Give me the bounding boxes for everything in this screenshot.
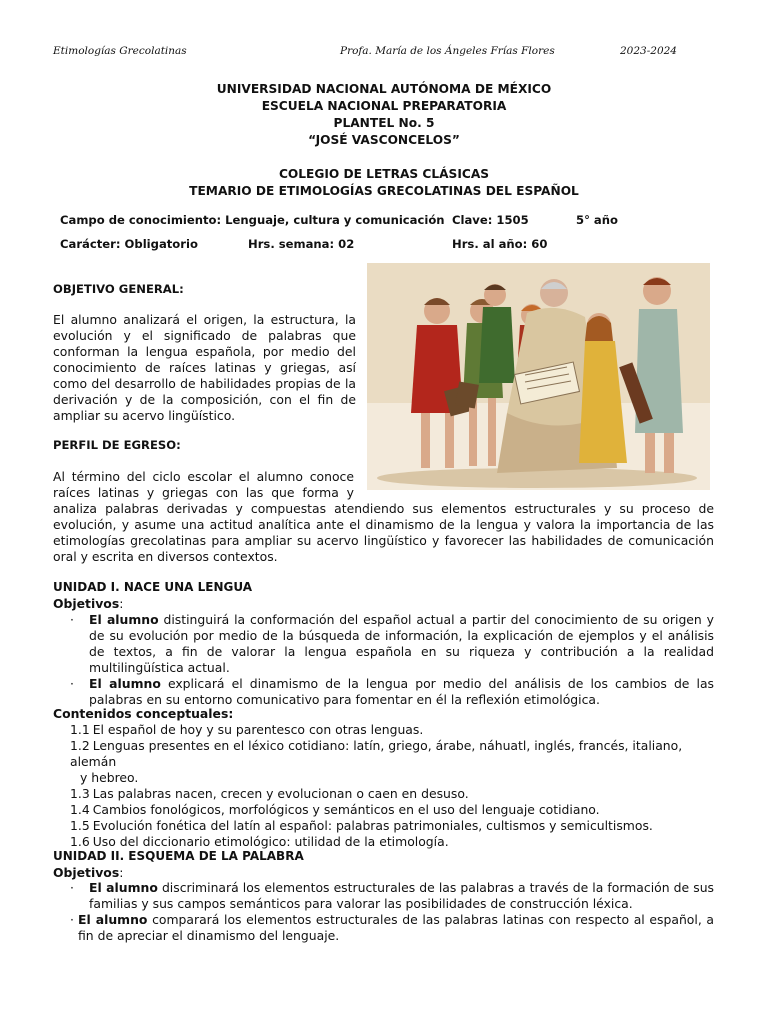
info-hrs-anio: Hrs. al año: 60 xyxy=(452,237,548,251)
info-grado: 5° año xyxy=(576,213,618,227)
list-item: · El alumno distinguirá la conformación del español actual a partir del conocimiento de su origen y de su evolución por medio de la búsqueda de información, la explicación de ejemplos y el análisis de textos, a fin de valorar la lengua española en su riqueza y contribución a la realidad multilingüística actual. xyxy=(70,612,714,675)
perfil-egreso-heading: PERFIL DE EGRESO: xyxy=(53,438,181,452)
list-item: 1.6 Uso del diccionario etimológico: utilidad de la etimología. xyxy=(70,834,449,849)
university-name: UNIVERSIDAD NACIONAL AUTÓNOMA DE MÉXICO xyxy=(216,82,552,96)
list-item: 1.5 Evolución fonética del latín al español: palabras patrimoniales, cultismos y semicultismos. xyxy=(70,818,653,833)
header-subject: Etimologías Grecolatinas xyxy=(53,45,187,57)
school-name: ESCUELA NACIONAL PREPARATORIA xyxy=(261,99,507,113)
objetivo-general-heading: OBJETIVO GENERAL: xyxy=(53,282,184,296)
unidad1-objetivos-label: Objetivos: xyxy=(53,596,124,611)
list-item: 1.1 El español de hoy y su parentesco con otras lenguas. xyxy=(70,722,424,737)
unidad1-contenidos-list xyxy=(53,722,714,850)
list-item: 1.2 Lenguas presentes en el léxico cotidiano: latín, griego, árabe, náhuatl, inglés, francés, italiano, alemán y hebreo. xyxy=(70,738,683,785)
unidad2-objetivos-label: Objetivos: xyxy=(53,865,124,880)
unidad2-objetivos-list xyxy=(53,880,714,944)
campus-name: “JOSÉ VASCONCELOS” xyxy=(308,133,460,147)
campus-number: PLANTEL No. 5 xyxy=(333,116,435,130)
list-item: · El alumno comparará los elementos estructurales de las palabras latinas con respecto al español, a fin de apreciar el dinamismo del lenguaje. xyxy=(70,912,714,943)
info-campo: Campo de conocimiento: Lenguaje, cultura y comunicación xyxy=(60,213,445,227)
header-teacher: Profa. María de los Ángeles Frías Flores xyxy=(340,45,555,57)
unidad2-title: UNIDAD II. ESQUEMA DE LA PALABRA xyxy=(53,849,304,863)
objetivo-general-text: El alumno analizará el origen, la estructura, la evolución y el significado de palabras que conforman la lengua española, por medio del conocimiento de raíces latinas y griegas, así como del desarrollo de habilidades propias de la derivación y de la composición, con el fin de ampliar su acervo lingüístico. xyxy=(53,312,356,423)
info-hrs-semana: Hrs. semana: 02 xyxy=(248,237,355,251)
unidad1-objetivos-list xyxy=(53,612,714,708)
header-year: 2023-2024 xyxy=(620,45,677,57)
list-item: · El alumno explicará el dinamismo de la lengua por medio del análisis de los cambios de las palabras en su entorno comunicativo para fomentar en él la reflexión etimológica. xyxy=(70,676,715,707)
college-name: COLEGIO DE LETRAS CLÁSICAS xyxy=(278,167,490,181)
unidad1-title: UNIDAD I. NACE UNA LENGUA xyxy=(53,580,253,594)
info-clave: Clave: 1505 xyxy=(452,213,529,227)
list-item: · El alumno discriminará los elementos estructurales de las palabras a través de la formación de sus familias y sus campos semánticos para valorar las posibilidades de construcción léxica. xyxy=(70,880,715,911)
list-item: 1.4 Cambios fonológicos, morfológicos y semánticos en el uso del lenguaje cotidiano. xyxy=(70,802,600,817)
info-caracter: Carácter: Obligatorio xyxy=(60,237,198,251)
program-title xyxy=(0,166,768,200)
list-item: 1.3 Las palabras nacen, crecen y evolucionan o caen en desuso. xyxy=(70,786,469,801)
institution-title xyxy=(0,81,768,149)
perfil-egreso-text: Al término del ciclo escolar el alumno conoce raíces latinas y griegas con las que forma y analiza palabras derivadas y compuestas atendiendo sus elementos estructurales y su proceso de evolución, y asume una actitud analítica ante el dinamismo de la lengua y valora la importancia de las etimologías grecolatinas para ampliar su acervo lingüístico y favorecer las habilidades de comunicación oral y escrita en diversos contextos. xyxy=(53,469,714,564)
roman-school-illustration xyxy=(367,263,710,490)
unidad1-contenidos-label: Contenidos conceptuales: xyxy=(53,706,234,721)
syllabus-title: TEMARIO DE ETIMOLOGÍAS GRECOLATINAS DEL ESPAÑOL xyxy=(189,184,579,198)
